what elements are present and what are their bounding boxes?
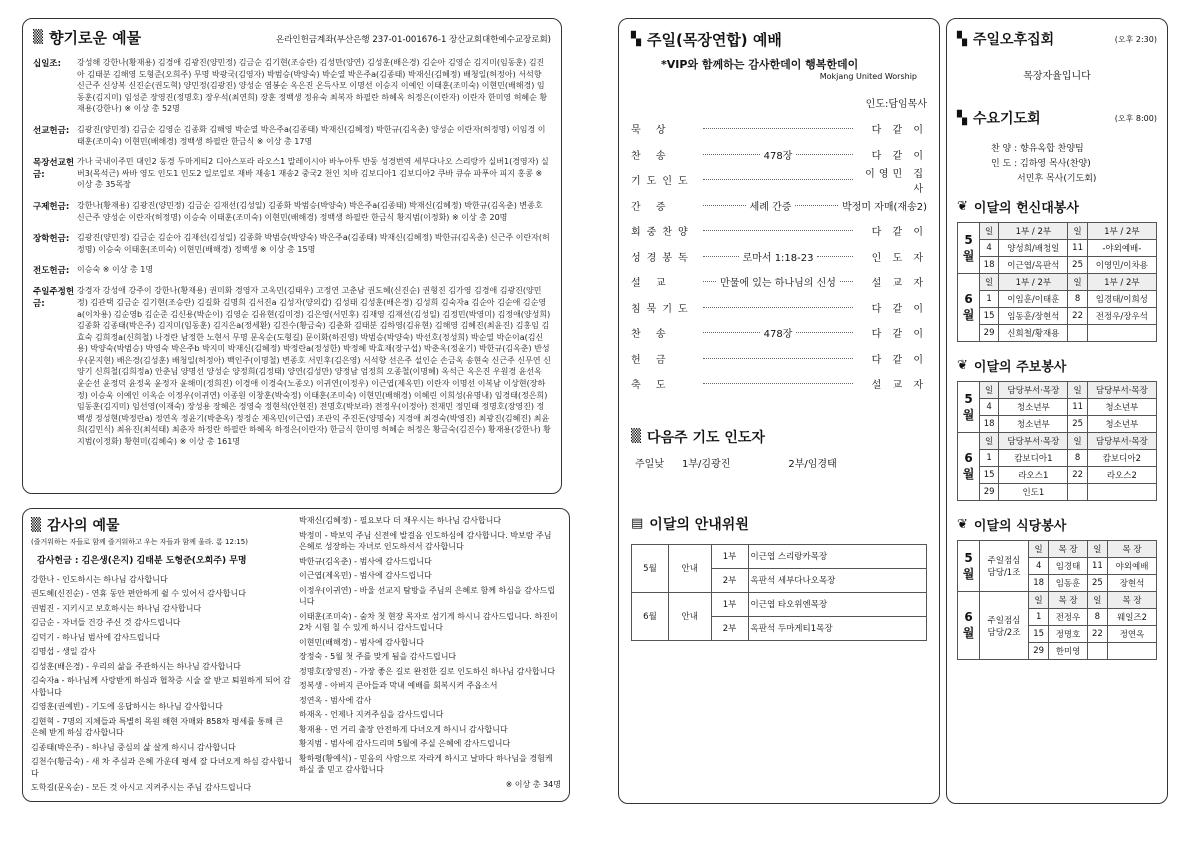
wednesday-header [957, 108, 1157, 128]
usher-service: 2부 [711, 568, 748, 592]
schedule-head-cell: 일 [980, 382, 999, 399]
schedule-name: 인도1 [999, 484, 1068, 501]
thanks-item: 박한규(김옥춘) - 범사에 감사드립니다 [299, 556, 432, 566]
schedule-month: 6월 [958, 274, 980, 342]
category-name: 십일조: [33, 59, 62, 69]
offering-categories [33, 57, 551, 448]
thanks-item: 이근엽(제옥민) - 범사에 감사드립니다 [299, 571, 432, 580]
worship-panel [618, 18, 940, 804]
offering-panel [22, 18, 562, 494]
thanks-item: 강한나 - 인도하시는 하나님 감사합니다 [31, 574, 168, 584]
ushers-table [631, 544, 927, 641]
wednesday-title: 수요기도회 [973, 111, 1041, 127]
next-prayer-first: 1부/김광진 [681, 458, 731, 470]
category-names-list: 가나 국내이주민 대인2 동경 두마게티2 디아스포라 라오스1 말레이시아 바누아투 반둥 성경번역 세부다나오 스리랑카 실버1(경영자) 실버3(목석근) 싸바 영도 인도1 인도2 일로일로 재바 재송1 재송2 중국2 천인 치바 김보디아1 김보디아2 쿠바 큐슈 파푸아 피지 홍콩 ※ 이상 총 35목장 [77, 157, 549, 190]
schedule-row [958, 240, 1157, 257]
schedule-name: 임동훈/장현석 [999, 308, 1068, 325]
worship-leader: 인도:담임목사 [865, 99, 927, 110]
thanks-right-list [299, 515, 561, 776]
schedule-name: 청소년부 [999, 399, 1068, 416]
order-row [631, 244, 927, 270]
schedule-month: 6월 [958, 592, 980, 660]
order-dots [703, 179, 853, 180]
thanks-item: 김종태(박은주) - 하나님 중심의 삶 살게 하시니 감사합니다 [31, 742, 236, 752]
thanks-item: 정복생 - 아버지 큰아들과 막내 예배를 회복시켜 주옵소서 [299, 681, 498, 690]
schedule-name: -야외예배- [1087, 240, 1156, 257]
usher-service: 1부 [711, 544, 748, 568]
schedule-duty [980, 541, 1029, 592]
offering-category [33, 200, 551, 223]
thanks-item: 정명호(장영진) - 가장 좋은 길로 완전한 길로 인도하신 하나님 감사합니다 [299, 666, 556, 676]
usher-name: 이근엽 스리랑카목장 [748, 544, 926, 568]
schedule-head-cell: 목 장 [1108, 592, 1157, 609]
schedule-head-cell: 1부 / 2부 [1087, 274, 1156, 291]
order-row [631, 193, 927, 219]
schedule-name: 장현석 [1108, 575, 1157, 592]
schedule-day [1068, 484, 1087, 501]
schedule-month: 5월 [958, 541, 980, 592]
schedule-name [1087, 325, 1156, 342]
schedule-name: 임동훈 [1049, 575, 1087, 592]
schedule-name: 정연옥 [1108, 626, 1157, 643]
schedule-name: 이근엽/옥판석 [999, 257, 1068, 274]
serve-header [957, 197, 1157, 216]
order-row [631, 346, 927, 372]
order-right: 다 같 이 [871, 227, 927, 239]
order-label: 설 교 [631, 278, 672, 290]
wednesday-lines [991, 142, 1157, 187]
next-prayer-row [635, 455, 927, 470]
account-info: 온라인헌금계좌(부산은행 237-01-001676-1 장산교회대한예수교장로회) [276, 35, 551, 45]
schedule-name [1087, 484, 1156, 501]
schedule-day [1087, 643, 1107, 660]
schedule-month: 5월 [958, 223, 980, 274]
schedule-row [958, 291, 1157, 308]
order-dots [840, 281, 853, 282]
afternoon-header [957, 29, 1157, 49]
schedule-day: 15 [1028, 626, 1048, 643]
serve-section [957, 197, 1157, 342]
schedule-day: 11 [1087, 558, 1107, 575]
worship-subtitle: *VIP와 함께하는 감사한데이 행복한데이 [661, 58, 859, 71]
schedule-day: 18 [980, 257, 999, 274]
thanks-item: 김명섭 - 생일 감사 [31, 647, 96, 656]
worship-order [631, 116, 927, 397]
schedule-head-cell: 일 [1068, 433, 1087, 450]
kitchen-table [957, 540, 1157, 660]
schedule-day: 4 [1028, 558, 1048, 575]
thanks-item: 황재용 - 먼 거리 출장 안전하게 다녀오게 하시니 감사합니다 [299, 724, 508, 734]
schedule-head-row [958, 382, 1157, 399]
next-prayer-header [631, 427, 927, 447]
schedule-name: 야외예배 [1108, 558, 1157, 575]
bulletin-table [957, 381, 1157, 501]
order-dots [703, 358, 853, 359]
offering-category [33, 264, 551, 276]
afternoon-time: (오후 2:30) [1114, 34, 1157, 44]
offering-category [33, 124, 551, 147]
offering-category [33, 57, 551, 115]
thanks-panel [22, 508, 570, 802]
schedule-name: 라오스1 [999, 467, 1068, 484]
order-row [631, 371, 927, 397]
usher-role: 안내 [668, 544, 711, 592]
schedule-head-cell: 일 [1068, 274, 1087, 291]
order-dots [703, 256, 739, 257]
thanks-item: 김영훈(권예빈) - 기도에 응답하시는 하나님 감사합니다 [31, 702, 223, 711]
afternoon-text: 목장자율입니다 [1023, 71, 1091, 82]
grid-mark-icon: ▚ [957, 31, 967, 47]
order-dots [703, 128, 853, 129]
schedule-name: 캄보디아2 [1087, 450, 1156, 467]
bulletin-section [957, 356, 1157, 501]
worship-english: Mokjang United Worship [819, 72, 917, 81]
order-detail: 478장 [763, 150, 793, 162]
order-right: 다 같 이 [871, 125, 927, 137]
next-prayer-label: 주일낮 [635, 458, 664, 470]
ushers-title: 이달의 안내위원 [649, 516, 749, 533]
category-name: 장학헌금: [33, 234, 70, 245]
schedule-day: 8 [1068, 291, 1087, 308]
category-names-list: 강경자 강성애 강주이 강한나(황재용) 권미화 경영자 고옥민(김태우) 고정연 고춘남 권도혜(신진순) 권형진 김가영 김경애 김광진(양민정) 김관택 김금순 김기현(조승란) 김길화 김명희 김서진a 김성자(양의갑) 김성태 김성훈(배은경) 김성희 김숙자a 김순아 김순애 김순영a(이차용) 김순영b 김순준 김신용(박순이) 김영순 김유현(김미경) 김은영(서민후) 김재영 김재선(김성일) 김정민(박영미) 김정애(양성희) 김종화 김종태(박은주) 김지미(임동훈) 김지은a(정세환) 김진수(황금숙) 김춘화 김태분 김하영(김유현) 김해영 김혜진(최윤진) 김홍임 김효숙 김희정a(신희철) 나경란 남정한 노현서 무명 문옥순(도형길) 문이화(하진영) 박범승(박양숙) 박선호(정성희) 박순열 박순이a(김신용) 박양숙(박범승) 박영숙 박은주b 박지미 박재신(김혜정) 박정란a(정성한) 박정혜 박효재(장구섭) 박춘옥(정윤기) 박한규(김옥춘) 반성우(문지현) 배은경(김성훈) 배청일(허정아) 백인주(이명철) 변종호 서민후(김은영) 서석향 선은주 설인순 손금옥 송현숙 신근주 신무연 신양기 신희철(김희정a) 안춘님 양명선 양성순 양정희(김정태) 양연(김성만) 양정남 엄정희 오종철(이명혜) 옥석근 옥은진 우원경 윤선옥 윤순선 윤정덕 윤정욱 윤정자 윤해미(정희진) 이경애 이경숙(노종오) 이귀연(이정우) 이근엽(제옥민) 이란자 이명선 이복남 이상현(장하정) 이승욱 이예인 이옥순 이정우(이귀연) 이종원 이창훈(박숙정) 이태훈(조미숙) 이현민(배해경) 이혜린 이희성(유명내) 임경태(정은희) 임동훈(김지미) 임선영(이재숙) 장성용 장혜은 정영숙 정현석(안현진) 전명호(박보라) 전정우(이정아) 전재민 정민태 정명호(장영진) 정백생 정성현(박정란a) 정연옥 정윤기(박춘옥) 정정순 제옥민(이근엽) 조관익 주진돈(양명숙) 지경애 최경숙(박영진) 최광진(김혜진) 최윤희(김민식) 최유진(최석태) 최춘자 하정란 하필란 하혜옥 하정은(이란자) 한금식 한미영 허혜순 허정은 황금숙(김진수) 황재용(강한나) 황지범(이정화) 황현미(김혜숙) ※ 이상 총 161명 [77, 286, 551, 447]
schedule-month: 5월 [958, 382, 980, 433]
schedule-head-row [958, 541, 1157, 558]
schedule-head-cell: 담당부서·목장 [999, 382, 1068, 399]
schedule-head-cell: 일 [980, 223, 999, 240]
schedule-head-cell: 1부 / 2부 [999, 223, 1068, 240]
schedule-head-cell: 담당부서·목장 [1087, 382, 1156, 399]
order-detail: 478장 [763, 329, 793, 341]
order-right: 인 도 자 [871, 252, 928, 264]
schedule-day: 18 [1028, 575, 1048, 592]
thanks-item: 도학길(문옥순) - 모든 것 아시고 지켜주시는 주님 감사드립니다 [31, 783, 252, 792]
order-label: 찬 송 [631, 329, 672, 341]
order-label: 침묵기도 [631, 303, 694, 315]
wednesday-line: 인 도 : 김하영 목사(찬양) [991, 159, 1091, 169]
order-right: 설 교 자 [871, 380, 927, 392]
schedule-head-row [958, 223, 1157, 240]
schedule-day: 4 [980, 240, 999, 257]
thanks-item: 김성훈(배은경) - 우리의 삶을 주관하시는 하나님 감사합니다 [31, 661, 241, 671]
schedule-head-row [958, 274, 1157, 291]
kitchen-section [957, 515, 1157, 660]
schedule-day [1068, 325, 1087, 342]
grid-mark-icon: ▒ [33, 30, 43, 45]
order-row [631, 116, 927, 142]
schedule-head-cell: 일 [1087, 541, 1107, 558]
order-dots [796, 154, 853, 155]
serve-title: 이달의 헌신대봉사 [973, 201, 1079, 216]
schedule-name: 임경태 [1049, 558, 1087, 575]
category-names-list: 강한나(황재용) 김광진(양민정) 김금순 김재선(김성일) 김종화 박범승(박양숙) 박은주a(김종태) 박재신(김혜정) 박한규(김옥춘) 변종호 신근주 양성순 이란자(허정명) 이승숙 이태훈(조미숙) 이현민(배해경) 정백생 하필란 한금식 황지범(이정화) ※ 이상 총 20명 [77, 200, 543, 222]
thanks-item: 김현혁 - 7명의 지체들과 특별히 목원 해현 자매와 858차 평세를 통해 큰 은혜 받게 하심 감사합니다 [31, 716, 284, 737]
wednesday-line: 서민후 목사(기도회) [1017, 174, 1097, 184]
schedule-name: 한미영 [1049, 643, 1087, 660]
schedule-day: 25 [1068, 416, 1087, 433]
bulletin-title: 이달의 주보봉사 [973, 360, 1067, 375]
grid-mark-icon: ▒ [631, 429, 641, 444]
next-prayer-title: 다음주 기도 인도자 [647, 429, 765, 446]
schedule-head-cell: 일 [1087, 592, 1107, 609]
offering-title: 향기로운 예물 [49, 29, 142, 47]
grid-mark-icon: ▤ [631, 516, 644, 531]
order-right: 박정미 자매(재송2) [842, 201, 928, 213]
schedule-month: 6월 [958, 433, 980, 501]
order-row [631, 320, 927, 346]
schedule-day: 22 [1087, 626, 1107, 643]
kitchen-header [957, 515, 1157, 534]
schedule-name: 캄보디아1 [999, 450, 1068, 467]
schedule-head-cell: 일 [1028, 592, 1048, 609]
category-name: 주일주정헌금: [33, 287, 75, 310]
schedule-day: 22 [1068, 467, 1087, 484]
worship-header [631, 29, 927, 50]
category-names-list: 강성해 강한나(황재용) 김경애 김광진(양민정) 김금순 김기현(조승란) 김성만(양연) 김성훈(배은경) 김순아 김영순 김지미(임동훈) 김진아 김태분 김해영 도형준(오희주) 무명 박광국(김영자) 박범승(박양숙) 박순열 박은주a(김종태) 박재신(김혜정) 배청일(허정아) 서석향 신근주 신상복 신진순(권도혁) 양민정(김광진) 양성순 염봉순 옥은진 온득사모 이명선 이승지 이예인 이태훈(조미숙) 이현민(배해경) 임동훈(김지미) 임성준 장영진(정명호) 장우석(최연희) 장훈 정백생 정유숙 최복자 하필란 하혜옥 허정은(이란자) 이란자 한미영 허혜순 황재용(강한나) ※ 이상 총 52명 [77, 58, 548, 114]
schedule-name: 양성희/배청일 [999, 240, 1068, 257]
thanks-left-list [31, 574, 293, 794]
schedule-head-cell: 일 [1068, 223, 1087, 240]
schedule-row [958, 467, 1157, 484]
schedule-head-cell: 목 장 [1049, 541, 1087, 558]
thanks-item: 박재신(김혜정) - 필요보다 더 채우시는 하나님 감사합니다 [299, 516, 502, 525]
wednesday-line: 찬 양 : 향유옥합 찬양팀 [991, 144, 1084, 154]
schedule-day: 1 [980, 450, 999, 467]
thanks-left-column [31, 515, 293, 797]
order-detail: 세례 간증 [749, 201, 792, 213]
usher-service: 1부 [711, 592, 748, 616]
schedule-name: 청소년부 [1087, 416, 1156, 433]
schedule-name: 이임훈/이태훈 [999, 291, 1068, 308]
order-row [631, 295, 927, 321]
order-dots [795, 205, 838, 206]
usher-service: 2부 [711, 616, 748, 640]
schedule-name: 청소년부 [1087, 399, 1156, 416]
schedule-day: 1 [980, 291, 999, 308]
schedule-day: 11 [1068, 240, 1087, 257]
usher-month: 6월 [632, 592, 669, 640]
order-label: 회중찬양 [631, 227, 694, 239]
leaf-icon: ❦ [957, 199, 968, 214]
schedule-head-cell: 1부 / 2부 [1087, 223, 1156, 240]
schedule-day: 25 [1068, 257, 1087, 274]
schedule-row [958, 416, 1157, 433]
thanks-item: 김숙자a - 하나님께 사랑받게 하심과 협착증 시술 잘 받고 퇴원하게 되어 감사합니다 [31, 676, 291, 697]
order-row [631, 218, 927, 244]
schedule-head-cell: 목 장 [1049, 592, 1087, 609]
afternoon-title: 주일오후집회 [973, 32, 1055, 48]
order-dots [703, 281, 716, 282]
schedule-day: 8 [1087, 609, 1107, 626]
order-label: 축 도 [631, 380, 672, 392]
order-label: 찬 송 [631, 150, 672, 162]
schedule-head-cell: 일 [980, 433, 999, 450]
usher-month: 5월 [632, 544, 669, 592]
schedule-day: 29 [980, 325, 999, 342]
schedule-duty [980, 592, 1029, 660]
order-dots [703, 307, 853, 308]
order-dots [703, 332, 760, 333]
offering-category [33, 156, 551, 191]
usher-name: 옥판석 세부다나오목장 [748, 568, 926, 592]
offering-category [33, 232, 551, 255]
schedule-row [958, 308, 1157, 325]
thanks-item: 이정우(이귀연) - 바울 선교지 탐방을 주님의 은혜로 함께 하심을 감사드립니다 [299, 585, 556, 606]
thanks-item: 정연옥 - 범사에 감사 [299, 695, 372, 705]
schedule-head-cell: 담당부서·목장 [999, 433, 1068, 450]
schedule-name: 정명호 [1049, 626, 1087, 643]
schedule-day: 15 [980, 467, 999, 484]
category-names-list: 김광진(양민정) 김금순 김영순 김종화 김해영 박순열 박은주a(김종태) 박재신(김혜정) 박한규(김옥춘) 양성순 이란자(허정명) 이임경 이태훈(조미숙) 이현민(배해경) 정백생 하필란 한금식 ※ 이상 총 17명 [77, 124, 546, 146]
thanks-header [31, 515, 293, 535]
schedule-day: 25 [1087, 575, 1107, 592]
order-row [631, 167, 927, 193]
category-name: 선교헌금: [33, 125, 70, 136]
usher-row [632, 544, 927, 568]
thanks-item: 박정미 - 박보익 주님 신전에 발걸음 인도하심에 감사합니다. 박보람 주님 은혜로 성장하는 자녀로 인도하셔서 감사합니다 [299, 530, 552, 551]
ushers-header [631, 514, 927, 534]
schedule-name [1108, 643, 1157, 660]
order-right: 다 같 이 [871, 150, 927, 162]
schedule-row [958, 484, 1157, 501]
thanks-title: 감사의 예물 [47, 518, 120, 534]
worship-title: 주일(목장연합) 예배 [647, 31, 782, 49]
schedule-name: 웨일즈2 [1108, 609, 1157, 626]
schedule-name: 이영민/이차용 [1087, 257, 1156, 274]
order-right: 설 교 자 [871, 278, 928, 290]
schedule-row [958, 257, 1157, 274]
schedule-name: 신희철/황재용 [999, 325, 1068, 342]
wednesday-time: (오후 8:00) [1114, 113, 1157, 123]
order-dots [796, 332, 853, 333]
schedule-name: 전정우 [1049, 609, 1087, 626]
leaf-icon: ❦ [957, 517, 968, 532]
grid-mark-icon: ▚ [957, 110, 967, 126]
schedule-head-cell: 목 장 [1108, 541, 1157, 558]
usher-role: 안내 [668, 592, 711, 640]
duty-sub: 담당/1조 [987, 568, 1021, 578]
schedule-day: 15 [980, 308, 999, 325]
thanks-item: 김덕기 - 하나님 범사에 감사드립니다 [31, 632, 160, 642]
thanks-total: ※ 이상 총 34명 [505, 779, 561, 789]
schedule-name: 청소년부 [999, 416, 1068, 433]
kitchen-title: 이달의 식당봉사 [973, 519, 1067, 534]
category-name: 전도헌금: [33, 266, 70, 277]
thanks-right-column [299, 515, 561, 797]
duty-label: 주일점심 [987, 556, 1021, 566]
schedule-head-row [958, 433, 1157, 450]
usher-row [632, 592, 927, 616]
schedule-day: 18 [980, 416, 999, 433]
thanks-item: 장정숙 - 5월 첫 주를 맞게 됨을 감사드립니다 [299, 652, 457, 661]
leaf-icon: ❦ [957, 358, 968, 373]
order-right: 다 같 이 [871, 329, 927, 341]
order-label: 기도인도 [631, 176, 694, 188]
duty-label: 주일점심 [987, 615, 1021, 626]
order-dots [817, 256, 853, 257]
order-dots [703, 205, 746, 206]
duty-sub: 담당/2조 [987, 627, 1021, 638]
order-row [631, 142, 927, 168]
offering-category [33, 285, 551, 447]
schedule-head-cell: 일 [1068, 382, 1087, 399]
category-names-list: 김광진(양민정) 김금순 김순아 김재선(김성일) 김종화 박범승(박양숙) 박은주a(김종태) 박재신(김혜정) 박한규(김옥춘) 신근주 이란자(허정명) 이승숙 이태훈(조미숙) 이현민(배해경) 정백생 ※ 이상 총 15명 [77, 233, 550, 254]
schedule-day: 4 [980, 399, 999, 416]
order-label: 성경봉독 [631, 252, 694, 264]
thanks-item: 하재옥 - 언제나 지켜주심을 감사드립니다 [299, 710, 444, 719]
right-panel [946, 18, 1168, 804]
schedule-day: 1 [1028, 609, 1048, 626]
order-label: 간 증 [631, 201, 672, 213]
schedule-day: 29 [1028, 643, 1048, 660]
schedule-head-cell: 1부 / 2부 [999, 274, 1068, 291]
order-right: 다 같 이 [871, 354, 927, 366]
order-label: 묵 상 [631, 125, 672, 137]
grid-mark-icon: ▚ [631, 32, 641, 47]
order-dots [703, 230, 853, 231]
thanks-item: 황지범 - 범사에 감사드리며 5월에 주실 은혜에 감사드립니다 [299, 739, 511, 748]
schedule-name: 전정우/장우석 [1087, 308, 1156, 325]
schedule-name: 라오스2 [1087, 467, 1156, 484]
serve-table [957, 222, 1157, 342]
thanks-item: 이현민(배해경) - 범사에 감사합니다 [299, 637, 424, 647]
order-right: 다 같 이 [871, 303, 927, 315]
schedule-day: 29 [980, 484, 999, 501]
schedule-head-cell: 일 [1028, 541, 1048, 558]
order-label: 헌 금 [631, 354, 672, 366]
thanks-item: 이태훈(조미숙) - 숨차 첫 현장 목자로 섬기게 하시니 감사드립니다. 하진이 2차 시험 칠 수 있게 하시니 감사드립니다 [299, 611, 558, 632]
order-right: 이영민 집사 [865, 168, 927, 195]
usher-name: 옥판석 두마게티1목장 [748, 616, 926, 640]
next-prayer-second: 2부/임경태 [788, 458, 837, 470]
category-name: 목장선교헌금: [33, 158, 75, 181]
thanks-item: 황하평(황예식) - 믿음의 사람으로 자라게 하시고 날마다 하나님을 경험케 하실 줄 믿고 감사합니다 [299, 753, 553, 774]
schedule-row [958, 325, 1157, 342]
thanks-item: 권도혜(신진순) - 연휴 동안 편안하게 쉴 수 있어서 감사합니다 [31, 589, 246, 598]
thanks-verse: (즐거워하는 자들로 함께 즐거워하고 우는 자들과 함께 울라. 롬 12:15) [31, 538, 248, 546]
usher-name: 이근엽 타오위엔목장 [748, 592, 926, 616]
order-detail: 로마서 1:18-23 [742, 252, 814, 264]
schedule-day: 22 [1068, 308, 1087, 325]
bulletin-header [957, 356, 1157, 375]
category-names-list: 이승숙 ※ 이상 총 1명 [77, 265, 154, 275]
order-dots [703, 383, 853, 384]
schedule-head-cell: 담당부서·목장 [1087, 433, 1156, 450]
schedule-head-row [958, 592, 1157, 609]
order-row [631, 269, 927, 295]
thanks-item: 김금순 - 자녀들 건강 주신 것 감사드립니다 [31, 618, 181, 627]
order-dots [703, 154, 760, 155]
schedule-row [958, 450, 1157, 467]
schedule-head-cell: 일 [980, 274, 999, 291]
thanks-item: 권범진 - 지키시고 보호하시는 하나님 감사합니다 [31, 603, 202, 613]
thanks-item: 김천수(황금숙) - 새 차 주심과 은혜 가운데 평세 잘 다녀오게 하심 감사합니다 [31, 757, 293, 778]
schedule-row [958, 399, 1157, 416]
grid-mark-icon: ▒ [31, 517, 41, 533]
schedule-day: 8 [1068, 450, 1087, 467]
thanks-general: 감사헌금 : 김은생(은지) 김태분 도형준(오희주) 무명 [37, 555, 247, 566]
schedule-day: 11 [1068, 399, 1087, 416]
category-name: 구제헌금: [33, 201, 70, 212]
schedule-name: 임경태/이희성 [1087, 291, 1156, 308]
order-detail: 만물에 있는 하나님의 신성 [720, 278, 836, 290]
